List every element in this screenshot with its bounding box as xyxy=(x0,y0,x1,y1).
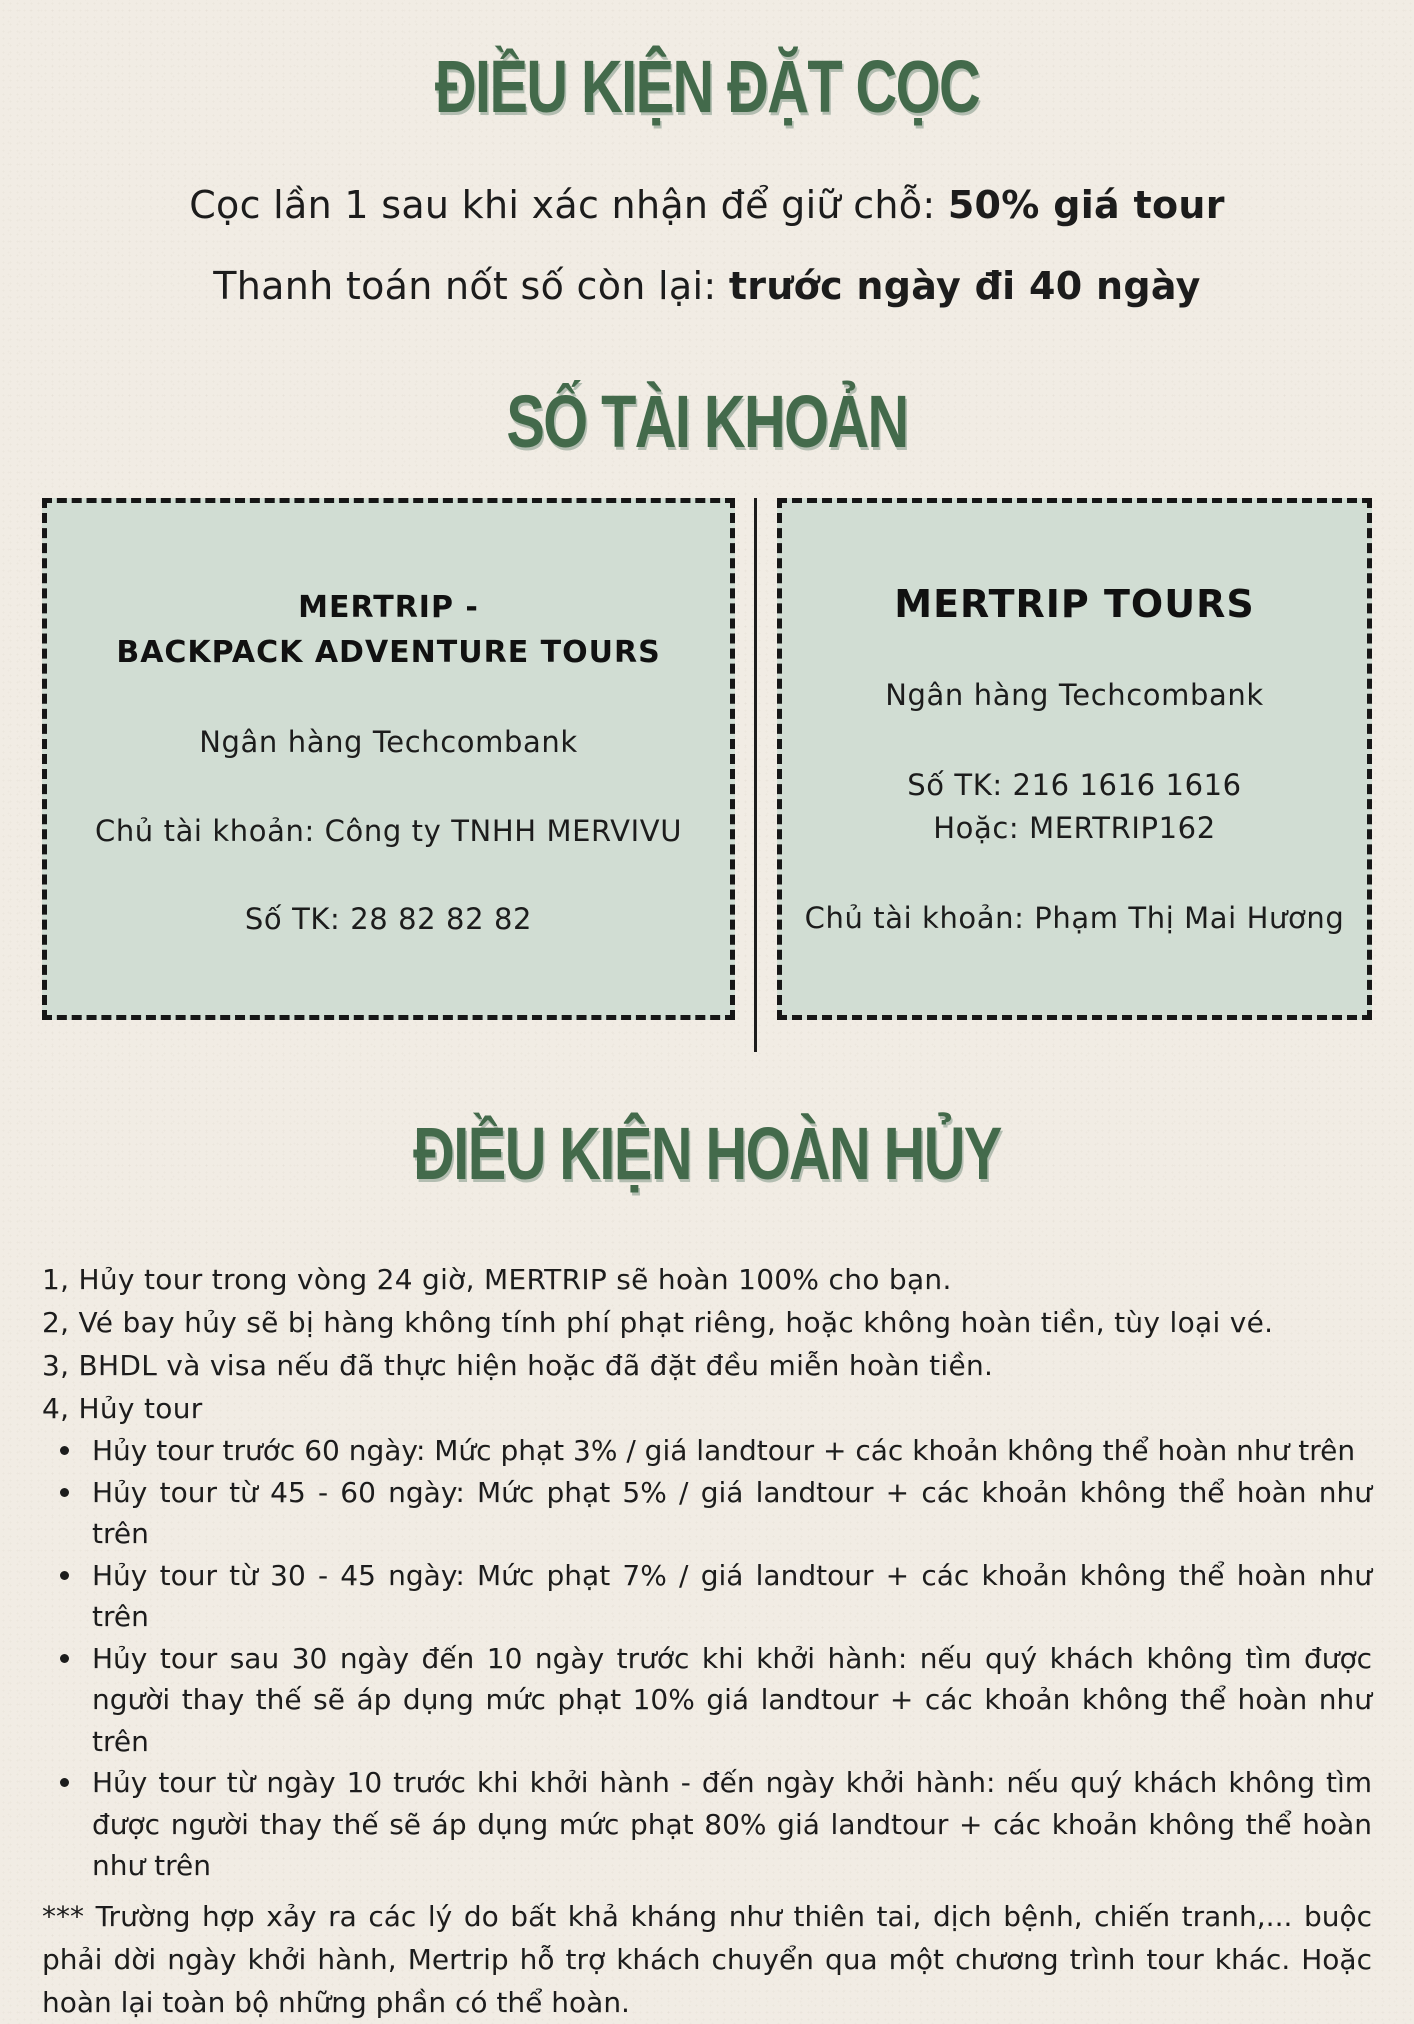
deposit-first-payment-text: Cọc lần 1 sau khi xác nhận để giữ chỗ: xyxy=(189,183,948,227)
deposit-balance-payment xyxy=(0,261,1414,311)
account-card-right-title: MERTRIP TOURS xyxy=(894,582,1255,626)
account-card-left-number: Số TK: 28 82 82 82 xyxy=(244,902,533,936)
account-card-left-title xyxy=(47,585,730,675)
cancellation-item: 1, Hủy tour trong vòng 24 giờ, MERTRIP sẽ hoàn 100% cho bạn. xyxy=(42,1263,952,1296)
cancellation-penalty-item: Hủy tour từ 45 - 60 ngày: Mức phạt 5% / giá landtour + các khoản không thể hoàn như trên xyxy=(92,1472,1372,1555)
cancellation-heading: ĐIỀU KIỆN HOÀN HỦY xyxy=(413,1112,1001,1195)
account-card-left-title-line1: MERTRIP - xyxy=(298,590,479,625)
deposit-balance-text: Thanh toán nốt số còn lại: xyxy=(213,264,729,308)
cancellation-penalty-item: Hủy tour từ ngày 10 trước khi khởi hành - đến ngày khởi hành: nếu quý khách không tìm được người thay thế sẽ áp dụng mức phạt 80% giá landtour + các khoản không thể hoàn như trên xyxy=(92,1762,1372,1887)
cancellation-penalty-item: Hủy tour trước 60 ngày: Mức phạt 3% / giá landtour + các khoản không thể hoàn như trên xyxy=(92,1430,1372,1472)
cancellation-item: 2, Vé bay hủy sẽ bị hàng không tính phí phạt riêng, hoặc không hoàn tiền, tùy loại vé. xyxy=(42,1306,1274,1339)
account-card-left-bank: Ngân hàng Techcombank xyxy=(199,725,578,759)
deposit-first-payment xyxy=(0,180,1414,230)
account-card-right-alt-number: Hoặc: MERTRIP162 xyxy=(933,811,1216,845)
cancellation-penalty-item: Hủy tour sau 30 ngày đến 10 ngày trước khi khởi hành: nếu quý khách không tìm được người thay thế sẽ áp dụng mức phạt 10% giá landtour + các khoản không thể hoàn như trên xyxy=(92,1638,1372,1763)
force-majeure-note: *** Trường hợp xảy ra các lý do bất khả kháng như thiên tai, dịch bệnh, chiến tranh,... buộc phải dời ngày khởi hành, Mertrip hỗ trợ khách chuyển qua một chương trình tour khác. Hoặc hoàn lại toàn bộ những phần có thể hoàn. xyxy=(42,1899,1372,2019)
cancellation-penalty-list xyxy=(42,1430,1372,1887)
cancellation-item: 4, Hủy tour xyxy=(42,1392,203,1425)
account-card-right xyxy=(777,498,1372,1020)
account-card-right-bank: Ngân hàng Techcombank xyxy=(885,678,1264,712)
cancellation-item: 3, BHDL và visa nếu đã thực hiện hoặc đã đặt đều miễn hoàn tiền. xyxy=(42,1349,994,1382)
cancellation-penalty-item: Hủy tour từ 30 - 45 ngày: Mức phạt 7% / giá landtour + các khoản không thể hoàn như trên xyxy=(92,1555,1372,1638)
account-card-left-title-line2: BACKPACK ADVENTURE TOURS xyxy=(116,635,661,670)
account-card-left xyxy=(42,498,735,1020)
account-card-right-number: Số TK: 216 1616 1616 xyxy=(907,768,1242,802)
deposit-first-payment-amount: 50% giá tour xyxy=(947,183,1225,227)
account-heading: SỐ TÀI KHOẢN xyxy=(506,380,908,463)
deposit-balance-deadline: trước ngày đi 40 ngày xyxy=(728,264,1201,308)
cancellation-policy xyxy=(42,1258,1372,2024)
account-divider xyxy=(754,498,757,1052)
account-card-right-owner: Chủ tài khoản: Phạm Thị Mai Hương xyxy=(804,901,1345,935)
account-card-left-owner: Chủ tài khoản: Công ty TNHH MERVIVU xyxy=(94,814,683,848)
deposit-heading: ĐIỀU KIỆN ĐẶT CỌC xyxy=(434,45,980,128)
